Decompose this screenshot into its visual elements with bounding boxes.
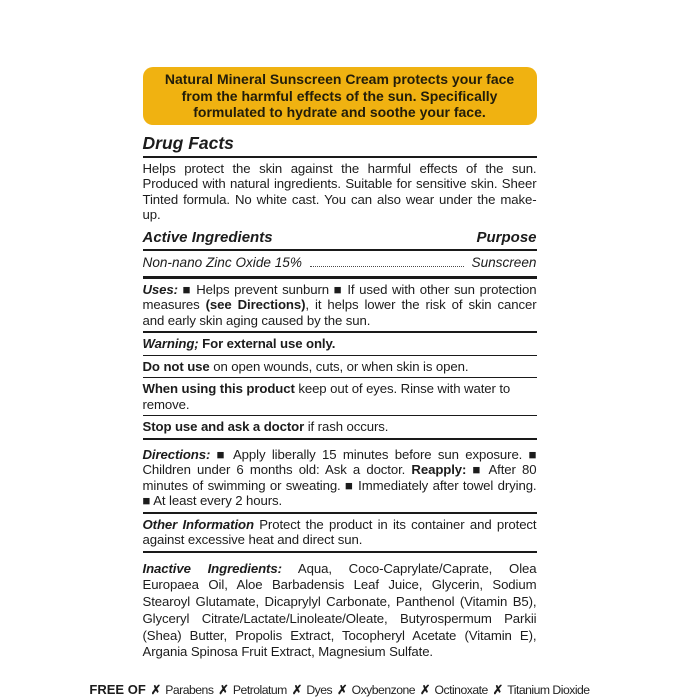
free-of-item-label: Parabens [165,683,214,697]
x-mark-icon: ✗ [150,683,162,697]
product-claim-banner [143,67,537,125]
free-of-item-label: Titanium Dioxide [507,683,590,697]
drug-facts-panel [143,134,537,662]
free-of-item [337,682,415,697]
free-of-item-label: Dyes [306,683,333,697]
inactive-ingredients-paragraph: Inactive Ingredients: Aqua, Coco-Caprylate/Caprate, Olea Europaea Oil, Aloe Barbadensis Leaf Juice, Glycerin, Sodium Stearoyl Glutamate, Dicaprylyl Carbonate, Panthenol (Vitamin B5), Glyceryl Citrate/Lactate/Linoleate/Oleate, Butyrospermum Parkii (Shea) Butter, Propolis Extract, Tocopheryl Acetate (Vitamin E), Argania Spinosa Fruit Extract, Magnesium Sulfate. [142,560,537,660]
active-ingredients-heading: Active Ingredients [142,228,273,246]
free-of-label: FREE OF [89,682,146,697]
active-ingredient-row [143,254,537,273]
divider-hairline [143,377,537,378]
active-ingredients-header [143,229,537,246]
free-of-item [151,682,214,697]
free-of-item [420,682,488,697]
free-of-item-label: Petrolatum [232,683,287,697]
divider-hairline [143,415,537,416]
x-mark-icon: ✗ [492,683,504,697]
x-mark-icon: ✗ [337,683,348,697]
uses-paragraph: Uses: ■ Helps prevent sunburn ■ If used with other sun protection measures (see Directions), it helps lower the risk of skin cancer and early skin aging caused by the sun. [142,281,537,328]
purpose-heading: Purpose [476,228,537,246]
other-information-paragraph: Other Information Protect the product in its container and protect against excessive heat and direct sun. [142,516,537,547]
dotted-leader [310,266,464,267]
do-not-use-paragraph: Do not use on open wounds, cuts, or when skin is open. [142,358,469,374]
stop-use-paragraph: Stop use and ask a doctor if rash occurs. [142,419,389,434]
when-using-paragraph: When using this product keep out of eyes. Rinse with water to remove. [142,381,511,412]
divider [143,156,537,158]
active-ingredient-name: Non-nano Zinc Oxide 15% [142,254,302,270]
active-ingredient-purpose: Sunscreen [471,254,537,270]
warning-paragraph: Warning; For external use only. [142,336,336,351]
free-of-item [218,682,286,697]
divider [143,249,537,251]
x-mark-icon: ✗ [420,683,431,697]
directions-paragraph: Directions: ■ Apply liberally 15 minutes before sun exposure. ■ Children under 6 months old: Ask a doctor. Reapply: ■ After 80 minutes of swimming or sweating. ■ Immediately after towel drying. ■ At least every 2 hours. [142,446,537,508]
free-of-item [493,682,590,697]
free-of-item-label: Oxybenzone [351,683,416,697]
divider [143,551,537,553]
divider-hairline [143,355,537,356]
divider-thick [143,276,537,279]
divider [143,331,537,333]
x-mark-icon: ✗ [218,683,229,697]
free-of-row [89,682,590,697]
banner-text: Natural Mineral Sunscreen Cream protects your face from the harmful effects of the sun. Specifically formulated to hydrate and soothe your face. [164,71,515,120]
divider [143,512,537,514]
divider [143,438,537,440]
x-mark-icon: ✗ [291,683,303,697]
label-sheet [89,0,590,697]
free-of-item-label: Octinoxate [434,683,488,697]
description-paragraph: Helps protect the skin against the harmful effects of the sun. Produced with natural ingredients. Suitable for sensitive skin. Sheer Tinted formula. No white cast. You can also wear under the make-up. [142,160,537,222]
drug-facts-title: Drug Facts [142,132,234,153]
free-of-item [292,682,332,697]
